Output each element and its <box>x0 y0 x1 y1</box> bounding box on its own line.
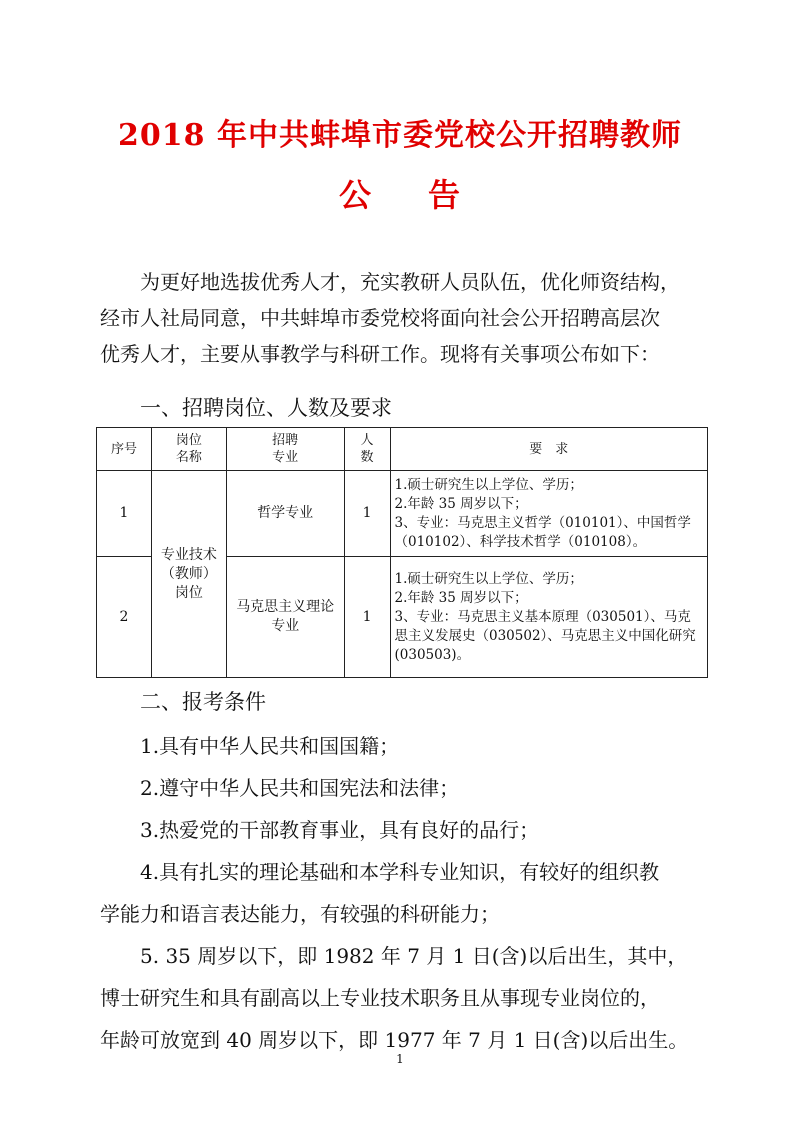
intro-line-1: 为更好地选拔优秀人才，充实教研人员队伍，优化师资结构， <box>140 270 680 294</box>
row-1-major: 哲学专业 <box>226 471 344 557</box>
header-no: 序号 <box>97 428 152 471</box>
header-major: 招聘 专业 <box>226 428 344 471</box>
section-1-heading: 一、招聘岗位、人数及要求 <box>140 396 392 420</box>
row-1-count: 1 <box>344 471 390 557</box>
condition-3: 3.热爱党的干部教育事业，具有良好的品行； <box>140 818 540 842</box>
header-count: 人 数 <box>344 428 390 471</box>
row-1-req-3: 3、专业：马克思主义哲学（010101）、中国哲学（010102）、科学技术哲学（010108）。 <box>394 514 691 550</box>
subtitle-char-2: 告 <box>428 176 462 214</box>
section-2-heading: 二、报考条件 <box>140 690 266 714</box>
document-subtitle <box>0 170 800 216</box>
document-title: 2018 年中共蚌埠市委党校公开招聘教师 <box>118 118 682 153</box>
condition-5-line-1: 5. 35 周岁以下，即 1982 年 7 月 1 日(含)以后出生，其中， <box>140 944 688 968</box>
subtitle-char-1: 公 <box>338 176 372 214</box>
row-2-req-1: 1.硕士研究生以上学位、学历； <box>394 570 583 587</box>
row-2-req-3: 3、专业：马克思主义基本原理（030501）、马克思主义发展史（030502）、马克思主义中国化研究(030503)。 <box>394 608 696 663</box>
header-post: 岗位 名称 <box>151 428 226 471</box>
header-requirements: 要 求 <box>390 428 708 471</box>
row-1-requirements <box>390 471 708 557</box>
row-2-no: 2 <box>97 557 152 678</box>
row-2-count: 1 <box>344 557 390 678</box>
intro-line-2: 经市人社局同意，中共蚌埠市委党校将面向社会公开招聘高层次 <box>100 306 660 330</box>
page-number: 1 <box>396 1052 404 1066</box>
recruitment-table <box>96 427 708 678</box>
row-2-requirements <box>390 557 708 678</box>
table-row <box>97 471 708 557</box>
row-1-req-2: 2.年龄 35 周岁以下； <box>394 495 528 512</box>
condition-1: 1.具有中华人民共和国国籍； <box>140 734 400 758</box>
row-2-req-2: 2.年龄 35 周岁以下； <box>394 589 528 606</box>
row-2-major: 马克思主义理论专业 <box>226 557 344 678</box>
post-name-cell: 专业技术（教师）岗位 <box>151 471 226 678</box>
condition-4-line-2: 学能力和语言表达能力，有较强的科研能力； <box>100 902 500 926</box>
condition-2: 2.遵守中华人民共和国宪法和法律； <box>140 776 460 800</box>
condition-5-line-3: 年龄可放宽到 40 周岁以下，即 1977 年 7 月 1 日(含)以后出生。 <box>100 1028 689 1052</box>
intro-line-3: 优秀人才，主要从事教学与科研工作。现将有关事项公布如下： <box>100 342 660 366</box>
row-1-no: 1 <box>97 471 152 557</box>
condition-4-line-1: 4.具有扎实的理论基础和本学科专业知识，有较好的组织教 <box>140 860 660 884</box>
condition-5-line-2: 博士研究生和具有副高以上专业技术职务且从事现专业岗位的， <box>100 986 660 1010</box>
table-header-row <box>97 428 708 471</box>
row-1-req-1: 1.硕士研究生以上学位、学历； <box>394 476 583 493</box>
